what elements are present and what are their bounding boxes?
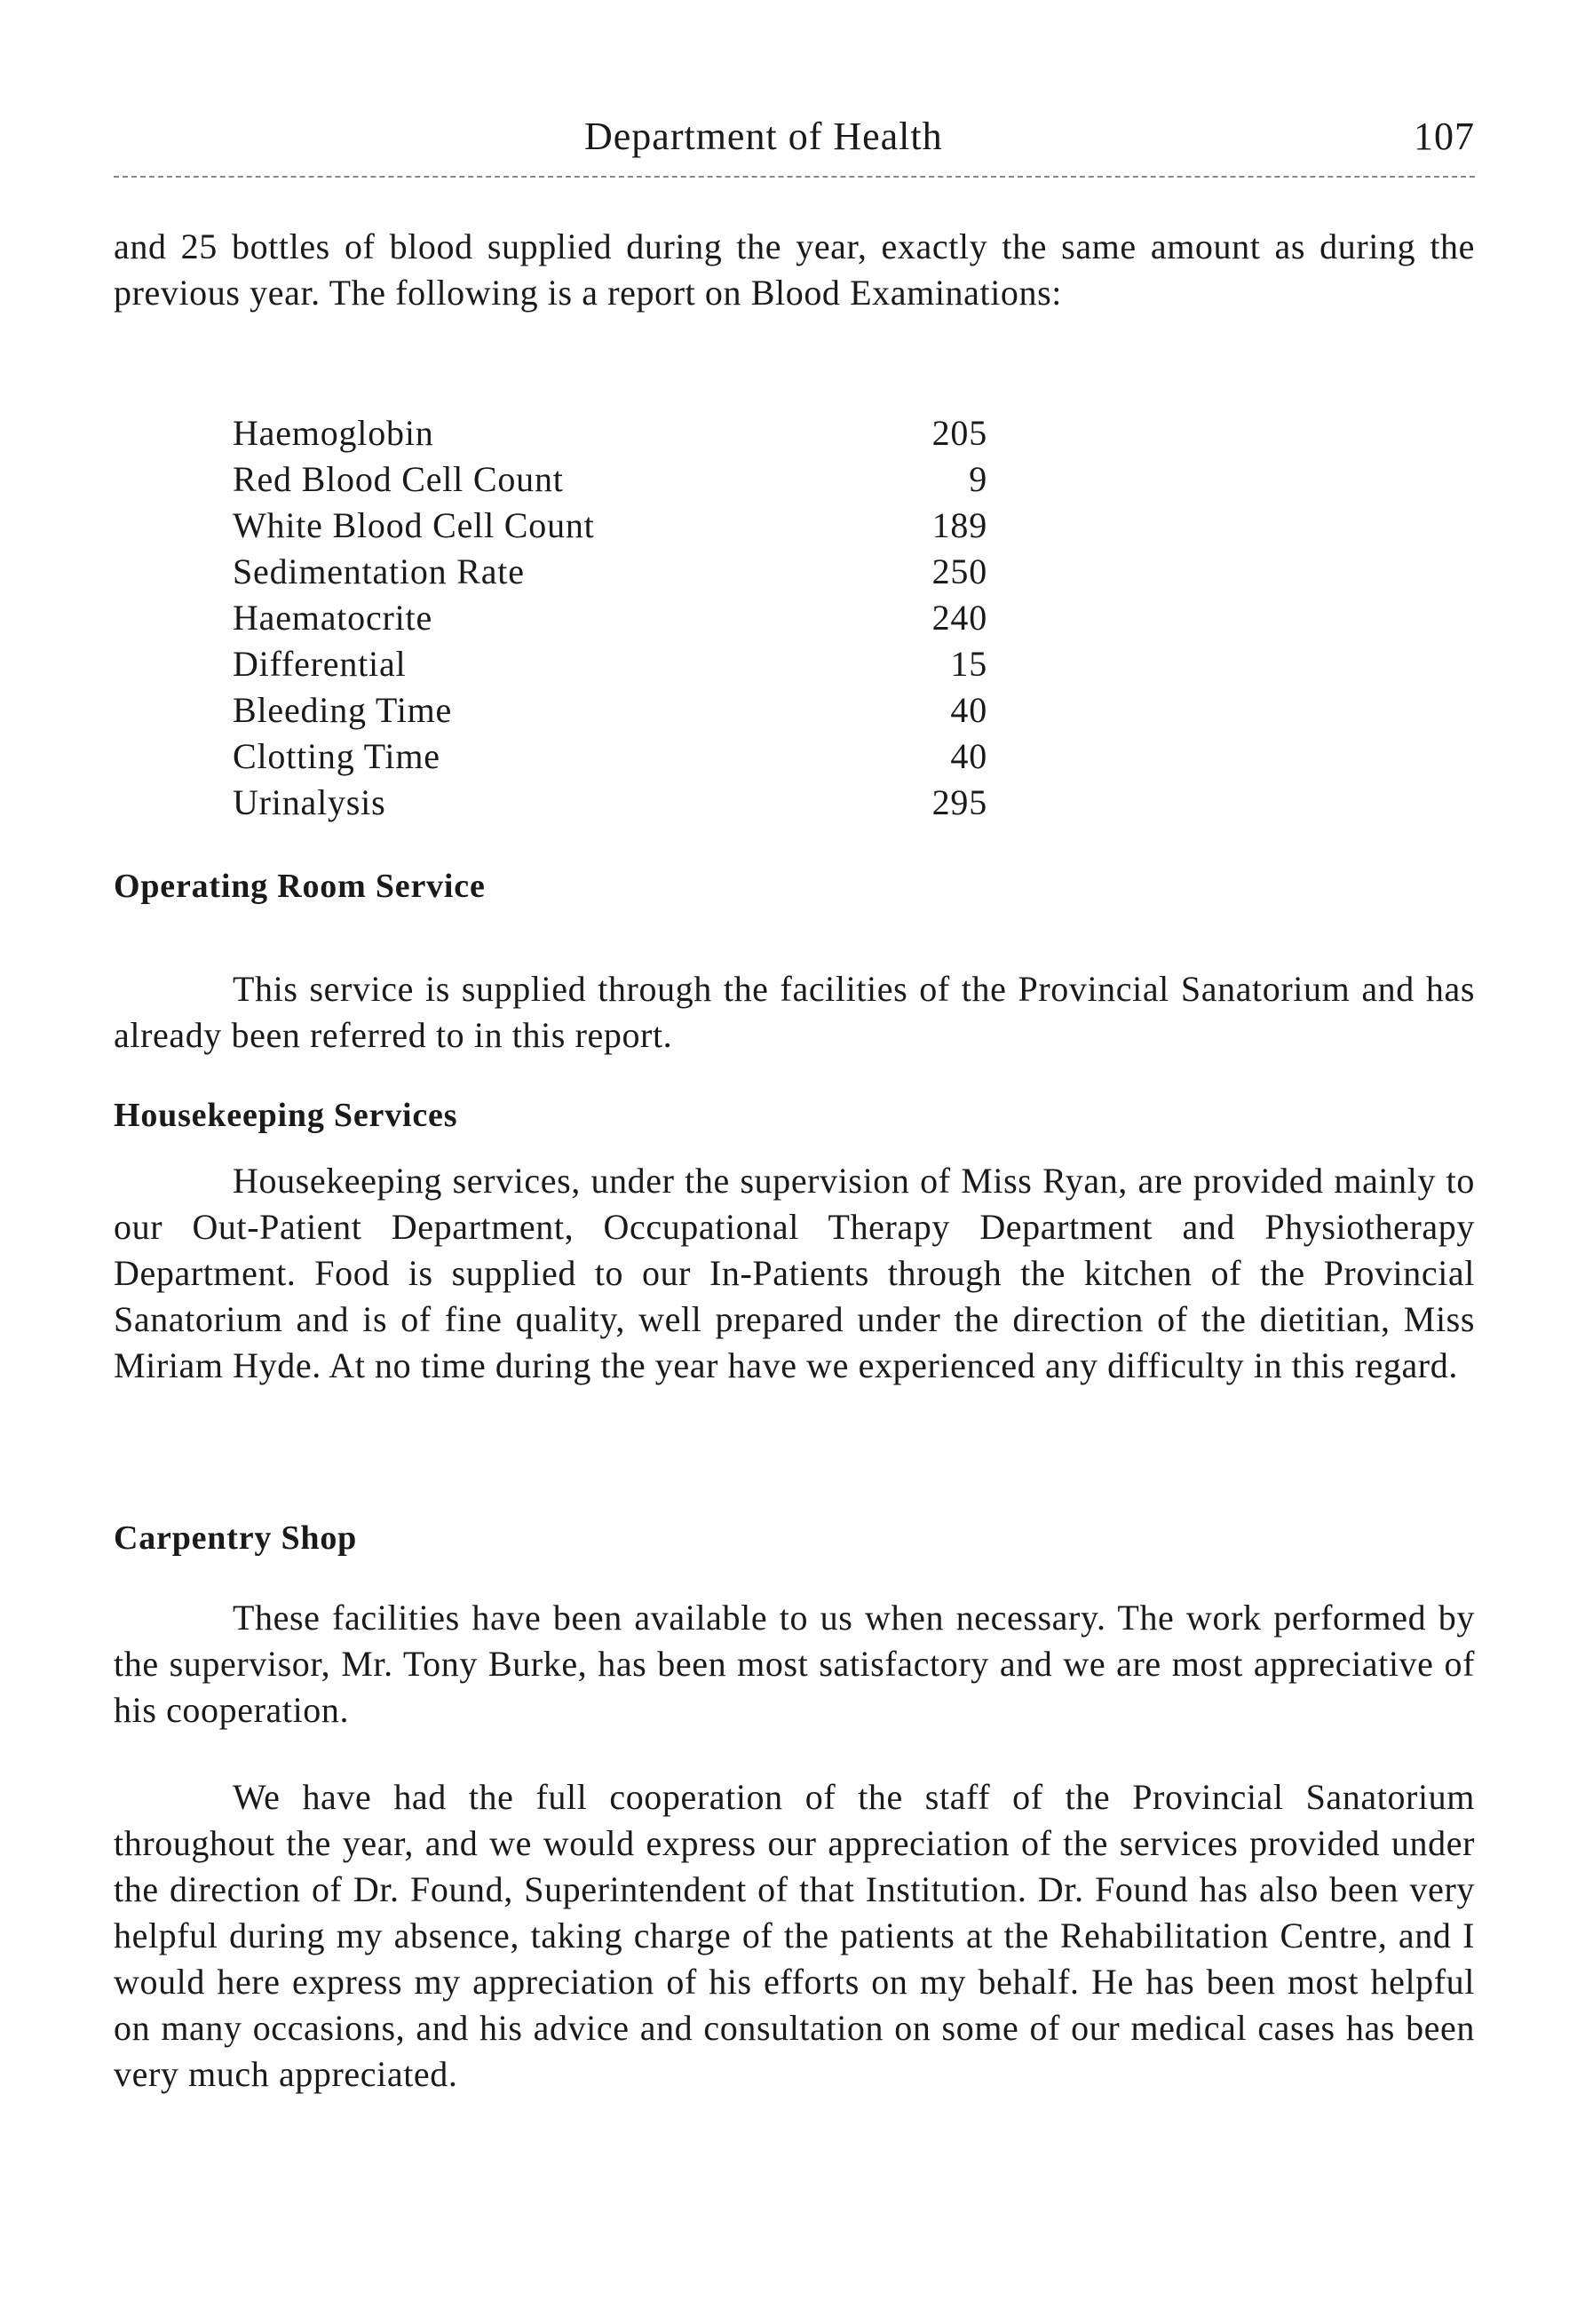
exam-count: 15	[950, 644, 987, 684]
exam-name: Haemoglobin	[233, 413, 434, 453]
closing-paragraph: We have had the full cooperation of the staff of the Provincial Sanatorium throughout the year, and we would express our appreciation of the services provided under the direction of Dr. Found, Superintendent of that Institution. Dr. Found has also been very helpful during my absence, taking charge of the patients at the Rehabilitation Centre, and I would here express my appreciation of his efforts on my behalf. He has been most helpful on many occasions, and his advice and consultation on some of our medical cases has been very much appreciated.	[114, 1777, 1475, 2094]
header-rule	[114, 176, 1475, 178]
exam-count: 40	[950, 736, 987, 776]
exam-count: 205	[931, 413, 987, 453]
page-number: 107	[1414, 115, 1475, 158]
exam-row	[233, 503, 987, 549]
intro-paragraph: and 25 bottles of blood supplied during the year, exactly the same amount as during the previous year. The following is a report on Blood Examinations:	[114, 226, 1475, 313]
running-title: Department of Health	[584, 115, 943, 158]
exam-row	[233, 641, 987, 687]
exam-name: White Blood Cell Count	[233, 505, 595, 545]
housekeeping-heading: Housekeeping Services	[114, 1097, 458, 1134]
exam-row	[233, 456, 987, 503]
exam-name: Differential	[233, 644, 407, 684]
exam-count: 295	[931, 782, 987, 822]
exam-count: 40	[950, 690, 987, 730]
exam-row	[233, 734, 987, 780]
exam-row	[233, 780, 987, 826]
exam-name: Urinalysis	[233, 782, 386, 822]
operating-room-heading: Operating Room Service	[114, 868, 486, 905]
blood-examinations-table	[233, 410, 987, 826]
housekeeping-text: Housekeeping services, under the supervision of Miss Ryan, are provided mainly to our Out-Patient Department, Occupational Therapy Department and Physiotherapy Department. Food is supplied to our In-Patients through the kitchen of the Provincial Sanatorium and is of fine quality, well prepared under the direction of the dietitian, Miss Miriam Hyde. At no time during the year have we experienced any difficulty in this regard.	[114, 1161, 1475, 1385]
exam-count: 189	[931, 505, 987, 545]
exam-row	[233, 549, 987, 595]
running-header	[114, 114, 1475, 167]
exam-name: Bleeding Time	[233, 690, 453, 730]
exam-name: Sedimentation Rate	[233, 551, 525, 591]
exam-row	[233, 595, 987, 641]
exam-name: Haematocrite	[233, 598, 433, 638]
carpentry-text: These facilities have been available to us when necessary. The work performed by the supervisor, Mr. Tony Burke, has been most satisfactory and we are most appreciative of his cooperation.	[114, 1598, 1475, 1730]
exam-row	[233, 687, 987, 734]
exam-name: Red Blood Cell Count	[233, 459, 564, 499]
exam-count: 9	[969, 459, 987, 499]
exam-count: 250	[931, 551, 987, 591]
exam-count: 240	[931, 598, 987, 638]
exam-row	[233, 410, 987, 456]
carpentry-heading: Carpentry Shop	[114, 1519, 358, 1557]
exam-name: Clotting Time	[233, 736, 440, 776]
operating-room-text: This service is supplied through the facilities of the Provincial Sanatorium and has already been referred to in this report.	[114, 969, 1475, 1055]
